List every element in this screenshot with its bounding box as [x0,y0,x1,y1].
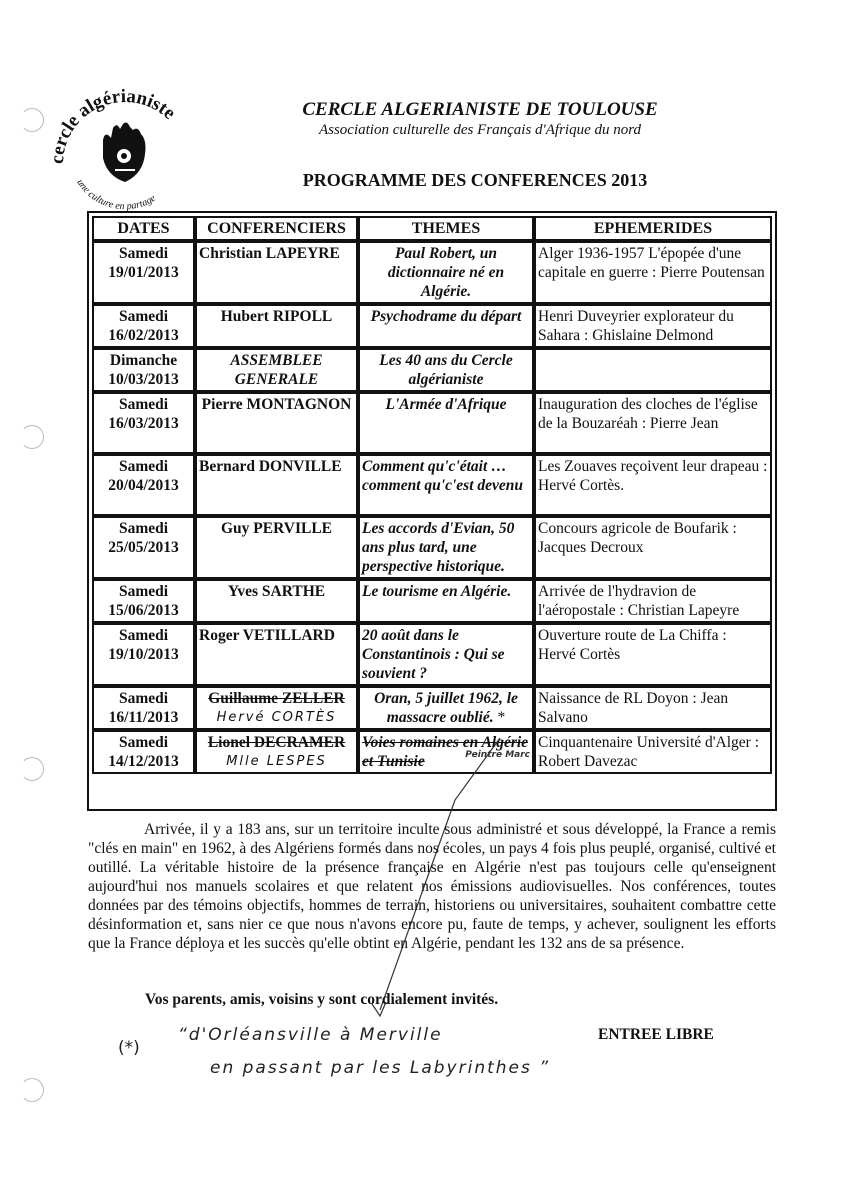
speaker-cell: Yves SARTHE [196,580,357,622]
logo-bottom-text: une culture en partage [74,177,158,213]
day-text: Samedi [118,520,169,537]
association-subtitle: Association culturelle des Français d'Afrique du nord [318,122,642,138]
speaker-cell: Bernard DONVILLE [196,455,357,515]
theme-cell: 20 août dans le Constantinois : Qui se souvient ? [359,624,533,685]
ephemeride-cell: Henri Duveyrier explorateur du Sahara : Ghislaine Delmond [535,305,771,347]
handwritten-theme-note: Peintre Marc [465,750,530,760]
handwritten-speaker: Mlle LESPES [226,754,327,769]
theme-cell: Les 40 ans du Cercle algérianiste [359,349,533,391]
header-ephemerides: EPHEMERIDES [535,217,771,240]
ephemeride-cell: Naissance de RL Doyon : Jean Salvano [535,687,771,729]
day-text: Samedi [118,245,169,262]
header-dates: DATES [93,217,194,240]
header-conferenciers: CONFERENCIERS [196,217,357,240]
asterisk-mark: * [497,709,506,726]
theme-text: Oran, 5 juillet 1962, le massacre oublié. [374,690,518,726]
association-title: CERCLE ALGERIANISTE DE TOULOUSE [302,99,658,120]
ephemeride-cell: Ouverture route de La Chiffa : Hervé Cortès [535,624,771,685]
ephemeride-cell: Arrivée de l'hydravion de l'aéropostale : Christian Lapeyre [535,580,771,622]
day-text: Samedi [118,690,169,707]
day-text: Samedi [118,396,169,413]
ephemeride-cell: Alger 1936-1957 L'épopée d'une capitale en guerre : Pierre Poutensan [535,242,771,303]
day-text: Samedi [118,583,169,600]
speaker-cell: Roger VETILLARD [196,624,357,685]
day-text: Samedi [118,734,169,751]
date-text: 20/04/2013 [108,477,179,494]
date-text: 16/11/2013 [108,709,179,726]
date-text: 10/03/2013 [108,371,179,388]
handwritten-asterisk-marker: (*) [118,1038,140,1058]
theme-cell: Les accords d'Evian, 50 ans plus tard, une perspective historique. [359,517,533,578]
struck-speaker: Guillaume ZELLER [208,690,345,707]
handwritten-note-line-2: en passant par les Labyrinthes ” [210,1058,551,1078]
handwritten-note-line-1: “d'Orléansville à Merville [178,1025,443,1045]
ephemeride-cell: Inauguration des cloches de l'église de la Bouzaréah : Pierre Jean [535,393,771,453]
day-text: Samedi [118,308,169,325]
handwritten-speaker: Hervé CORTÈS [216,710,337,725]
speaker-cell: ASSEMBLEE GENERALE [196,349,357,391]
date-text: 19/01/2013 [108,264,179,281]
speaker-cell: Hubert RIPOLL [196,305,357,347]
theme-cell: Psychodrame du départ [359,305,533,347]
theme-cell: Paul Robert, un dictionnaire né en Algérie. [359,242,533,303]
invitation-text: Vos parents, amis, voisins y sont cordialement invités. [145,991,499,1008]
logo-ring-text: cercle algérianiste [46,85,180,165]
date-text: 16/02/2013 [108,327,179,344]
day-text: Samedi [118,458,169,475]
ephemeride-cell: Cinquantenaire Université d'Alger : Robert Davezac [535,731,771,773]
speaker-cell: Christian LAPEYRE [196,242,357,303]
ephemeride-cell: Concours agricole de Boufarik : Jacques Decroux [535,517,771,578]
theme-cell: Comment qu'c'était … comment qu'c'est devenu [359,455,533,515]
theme-text: Voies romaines en Algérie et Tunisie [362,734,529,770]
date-text: 19/10/2013 [108,646,179,663]
speaker-cell: Pierre MONTAGNON [196,393,357,453]
theme-cell: L'Armée d'Afrique [359,393,533,453]
struck-speaker: Lionel DECRAMER [207,734,346,751]
entry-free-text: ENTREE LIBRE [598,1026,714,1043]
intro-paragraph: Arrivée, il y a 183 ans, sur un territoire inculte sous administré et sous développé, la France a remis "clés en main" en 1962, à des Algériens formés dans nos écoles, un pays 4 fois plus peuplé, organisé, cultivé et outillé. La véritable histoire de la présence française en Algérie n'est pas toujours celle qu'enseignent aujourd'hui nos manuels scolaires et que relatent nos émissions audiovisuelles. Nos conférences, toutes données par des témoins objectifs, hommes de terrain, historiens ou universitaires, souhaitent combattre cette désinformation et, sans nier ce que nous n'avons encore pu, faute de temps, y achever, soulignent les efforts que la France déploya et les succès qu'elle obtint en Algérie, pendant les 132 ans de sa présence. [88,821,776,952]
date-text: 25/05/2013 [108,539,179,556]
theme-cell: Le tourisme en Algérie. [359,580,533,622]
date-text: 15/06/2013 [108,602,179,619]
header-themes: THEMES [359,217,533,240]
day-text: Samedi [118,627,169,644]
date-text: 14/12/2013 [108,753,179,770]
day-text: Dimanche [109,352,178,369]
ephemeride-cell: Les Zouaves reçoivent leur drapeau : Hervé Cortès. [535,455,771,515]
program-title: PROGRAMME DES CONFERENCES 2013 [302,170,648,190]
speaker-cell: Guy PERVILLE [196,517,357,578]
date-text: 16/03/2013 [108,415,179,432]
